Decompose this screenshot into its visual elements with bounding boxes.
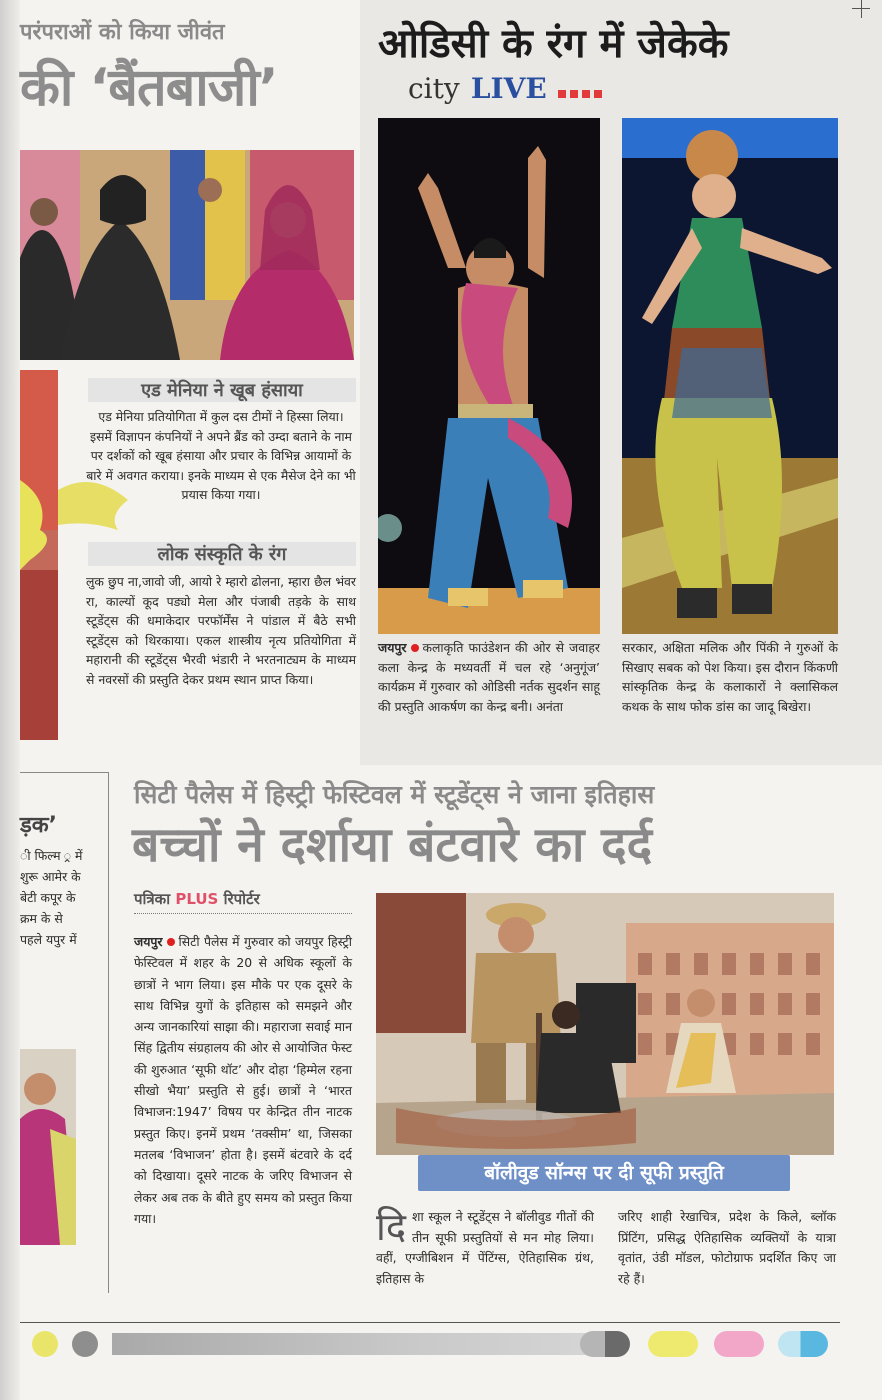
sufi-heading: बॉलीवुड सॉन्ग्स पर दी सूफी प्रस्तुति: [484, 1162, 724, 1184]
headline: की ‘बैंतबाजी’: [20, 58, 278, 118]
odissi-col1-text: कलाकृति फाउंडेशन की ओर से जवाहर कला केन्द्र के मध्यवर्ती में चल रहे ‘अनुगूंज’ कार्यक्रम में गुरुवार को ओडिसी नर्तक सुदर्शन साहू की प्रस्तुति आकर्षण का केन्द्र बनी। अनंता: [378, 640, 600, 714]
kicker: सिटी पैलेस में हिस्ट्री फेस्टिवल में स्टूडेंट्स ने जाना इतिहास: [134, 780, 655, 809]
history-body: [134, 931, 352, 1229]
photo-female-odissi-dancer: [622, 118, 838, 634]
grey-circle: [72, 1331, 98, 1357]
tag-city: city: [408, 72, 460, 105]
dateline-dot-icon: [411, 644, 419, 652]
yellow-circle: [32, 1331, 58, 1357]
photo-male-odissi-dancer: [378, 118, 600, 634]
photo-women-performers: [20, 150, 354, 360]
crop-mark-icon: [861, 0, 862, 18]
drop-cap: दि: [376, 1205, 407, 1249]
headline: ओडिसी के रंग में जेकेके: [378, 21, 729, 67]
folk-body: लुक छुप ना,जावो जी, आयो रे म्हारो ढोलना, म्हारा छैल भंवर रा, काल्यों कूद पड्यो मेला और पंजाबी तड़के के साथ स्टूडेंट्स की धमाकेदार परफॉर्मेंस ने पांडाल में बैठे सभी स्टूडेंट्स को थिरकाया। एकल शास्त्रीय नृत्य प्रतियोगिता में महारानी की स्टूडेंट्स भैरवी भंडारी ने भरतनाट्यम के माध्यम से नवरसों की प्रस्तुति देकर प्रथम स्थान प्राप्त किया।: [86, 574, 356, 687]
byline-prefix: पत्रिका: [134, 890, 171, 908]
odissi-col-2: सरकार, अक्षिता मलिक और पिंकी ने गुरुओं के सिखाए सबक को पेश किया। इस दौरान किंकणी सांस्कृतिक केन्द्र के कलाकारों ने क्लासिकल कथक के साथ फोक डांस का जादू बिखेरा।: [622, 640, 838, 714]
sufi-heading-band: [418, 1155, 790, 1191]
strip-headline: ड़क’: [20, 813, 58, 838]
city-live-tag: [408, 72, 606, 105]
print-color-bar: [20, 1322, 840, 1367]
byline-suffix: रिपोर्टर: [223, 890, 260, 908]
folk-heading: लोक संस्कृति के रंग: [88, 542, 356, 566]
dateline: जयपुर: [134, 934, 163, 949]
sufi-col-2: जरिए शाही रेखाचित्र, प्रदेश के किले, ब्लॉक प्रिंटिंग, प्रसिद्ध ऐतिहासिक व्यक्तियों के यात्रा वृतांत, उंडी मॉडल, फोटोग्राफ प्रदर्शित किए जा रहे हैं।: [618, 1209, 836, 1286]
sufi-col-1: [376, 1207, 594, 1289]
tag-dots: [558, 90, 606, 98]
odissi-col-1: [378, 638, 600, 716]
byline-plus: PLUS: [175, 890, 219, 908]
byline-divider: [134, 913, 352, 914]
pink-pill: [714, 1331, 764, 1357]
photo-side-strip: [20, 370, 58, 740]
story-left-strip: [20, 772, 109, 1293]
story-top-left: [20, 0, 360, 765]
history-body-text: सिटी पैलेस में गुरुवार को जयपुर हिस्ट्री फेस्टिवल में शहर के 20 से अधिक स्कूलों के छात्रों ने भाग लिया। इस मौके पर एक दूसरे के साथ विभिन्न युगों के इतिहास को समझने और अन्य जानकारियां साझा की। महाराजा सवाई मान सिंह द्वितीय संग्रहालय की ओर से आयोजित फेस्ट की शुरुआत ‘सूफी थॉट’ और दोहा ‘हिम्मेल रहना सीखो भैया’ प्रस्तुति से हुई। छात्रों ने ‘भारत विभाजन:1947’ विषय पर केन्द्रित तीन नाटक प्रस्तुत किए। इनमें प्रथम ‘तक्सीम’ था, जिसका मतलब ‘विभाजन’ होता है। इसमें बंटवारे के दर्द को दिखाया। दूसरे नाटक के जरिए विभाजन से लेकर अब तक के बीते हुए समय को प्रस्तुत किया गया।: [134, 934, 352, 1226]
story-history: [108, 765, 882, 1305]
ad-mania-body: एड मेनिया प्रतियोगिता में कुल दस टीमों ने हिस्सा लिया। इसमें विज्ञापन कंपनियों ने अपने ब्रैंड को उम्दा बताने के नाम पर दर्शकों को खूब हंसाया और प्रचार के विभिन्न आयामों के बारे में अवगत कराया। इनके माध्यम से एक मैसेज देने का भी प्रयास किया गया।: [86, 409, 356, 503]
blue-pill: [778, 1331, 828, 1357]
tag-live: LIVE: [470, 72, 547, 105]
byline: [134, 889, 260, 909]
story-odissi: [360, 0, 882, 765]
sufi-col1-text: शा स्कूल ने स्टूडेंट्स ने बॉलीवुड गीतों की तीन सूफी प्रस्तुतियों से मन मोह लिया। वहीं, एग्जीबिशन में पेंटिंग्स, ऐतिहासिक ग्रंथ, इतिहास के: [376, 1209, 594, 1286]
dateline: जयपुर: [378, 640, 407, 655]
yellow-pill: [648, 1331, 698, 1357]
photo-history-play: [376, 893, 834, 1155]
kicker: परंपराओं को किया जीवंत: [20, 20, 225, 45]
dateline-dot-icon: [167, 938, 175, 946]
photo-strip-woman: [20, 1049, 76, 1245]
page-edge-shadow: [0, 0, 20, 1400]
grey-strip: [112, 1333, 612, 1355]
headline: बच्चों ने दर्शाया बंटवारे का दर्द: [132, 817, 653, 873]
grey-pill: [580, 1331, 630, 1357]
strip-body: ी फिल्म ्र में शुरू आमेर के बेटी कपूर के क्रम के से पहले यपुर में: [20, 848, 83, 947]
ad-mania-heading: एड मेनिया ने खूब हंसाया: [88, 378, 356, 402]
